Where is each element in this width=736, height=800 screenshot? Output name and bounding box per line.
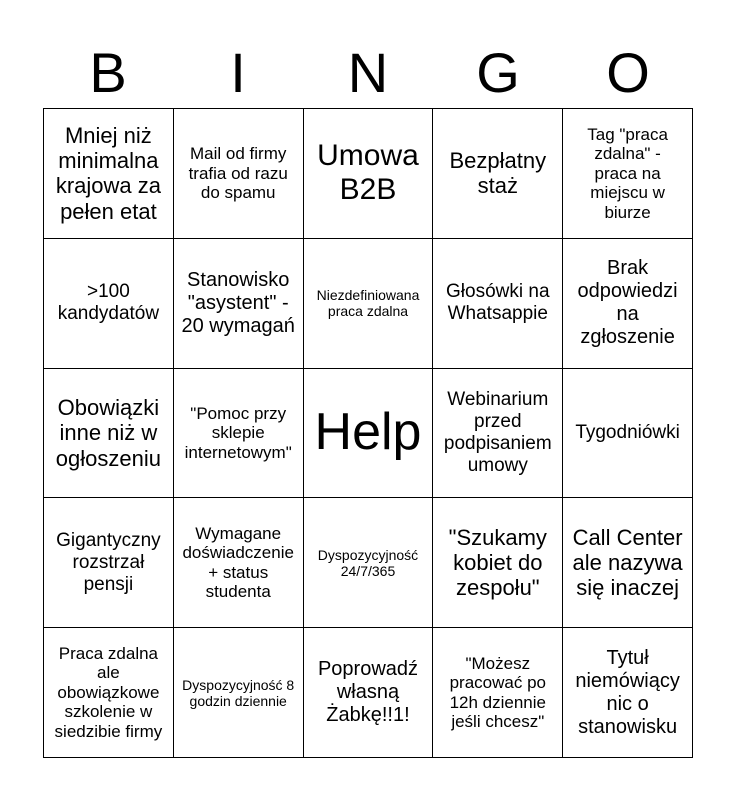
cell-text: Mniej niż minimalna krajowa za pełen etat: [55, 122, 161, 224]
cell-text: "Możesz pracować po 12h dziennie jeśli chcesz": [449, 653, 546, 732]
cell-text: Mail od firmy trafia od razu do spamu: [188, 144, 288, 203]
cell-text: Dyspozycyjność 24/7/365: [317, 546, 419, 579]
cell-text: Głosówki na Whatsappie: [446, 281, 550, 325]
bingo-header: [43, 38, 693, 108]
bingo-cell[interactable]: [433, 498, 563, 628]
cell-text: Bezpłatny staż: [449, 148, 547, 199]
cell-text-free-space: Help: [314, 403, 422, 462]
cell-text: Stanowisko "asystent" - 20 wymagań: [181, 268, 295, 337]
bingo-cell[interactable]: [563, 498, 693, 628]
cell-text: Brak odpowiedzi na zgłoszenie: [577, 257, 678, 349]
cell-text: Poprowadź własną Żabkę!!1!: [317, 658, 419, 727]
bingo-cell[interactable]: [563, 109, 693, 239]
cell-text: "Szukamy kobiet do zespołu": [448, 524, 547, 601]
cell-text: Praca zdalna ale obowiązkowe szkolenie w siedzibie firmy: [54, 643, 163, 741]
cell-text: Webinarium przed podpisaniem umowy: [443, 389, 552, 476]
bingo-cell[interactable]: [44, 109, 174, 239]
cell-text: Dyspozycyjność 8 godzin dziennie: [182, 676, 295, 709]
cell-text: Niezdefiniowana praca zdalna: [316, 287, 420, 320]
header-letter-i: I: [230, 41, 246, 104]
bingo-board: [43, 108, 693, 758]
bingo-cell[interactable]: [174, 239, 304, 369]
header-letter-o: O: [606, 41, 650, 104]
header-letter-g: G: [476, 41, 520, 104]
cell-text: Tag "praca zdalna" - praca na miejscu w biurze: [587, 124, 668, 222]
bingo-cell[interactable]: [563, 369, 693, 499]
cell-text: Tygodniówki: [575, 422, 680, 444]
cell-text: >100 kandydatów: [57, 281, 160, 325]
cell-text: Call Center ale nazywa się inaczej: [572, 524, 683, 601]
bingo-cell[interactable]: [174, 498, 304, 628]
cell-text: Umowa B2B: [317, 138, 419, 207]
cell-text: Gigantyczny rozstrzał pensji: [56, 530, 161, 595]
bingo-cell[interactable]: [433, 369, 563, 499]
bingo-cell[interactable]: [433, 628, 563, 758]
bingo-cell[interactable]: [304, 369, 434, 499]
bingo-cell[interactable]: [433, 239, 563, 369]
bingo-cell[interactable]: [174, 628, 304, 758]
bingo-cell[interactable]: [44, 369, 174, 499]
cell-text: "Pomoc przy sklepie internetowym": [184, 403, 292, 462]
bingo-cell[interactable]: [433, 109, 563, 239]
bingo-cell[interactable]: [44, 498, 174, 628]
bingo-cell[interactable]: [44, 628, 174, 758]
bingo-cell[interactable]: [563, 239, 693, 369]
header-letter-b: B: [89, 41, 127, 104]
bingo-cell[interactable]: [174, 369, 304, 499]
bingo-cell[interactable]: [174, 109, 304, 239]
cell-text: Tytuł niemówiący nic o stanowisku: [575, 646, 680, 738]
bingo-cell[interactable]: [304, 498, 434, 628]
cell-text: Obowiązki inne niż w ogłoszeniu: [55, 395, 161, 471]
bingo-cell[interactable]: [44, 239, 174, 369]
bingo-cell[interactable]: [304, 109, 434, 239]
bingo-cell[interactable]: [304, 239, 434, 369]
bingo-cell[interactable]: [304, 628, 434, 758]
bingo-cell[interactable]: [563, 628, 693, 758]
cell-text: Wymagane doświadczenie + status studenta: [182, 523, 294, 602]
header-letter-n: N: [347, 41, 389, 104]
